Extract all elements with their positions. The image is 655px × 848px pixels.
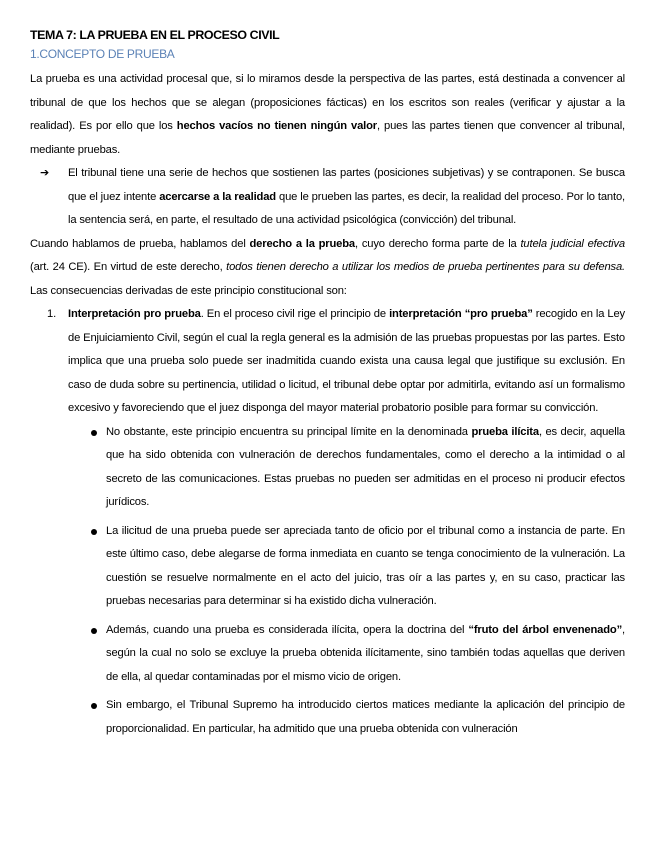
bold-text: Interpretación pro prueba — [68, 308, 201, 320]
bullet-list-item — [30, 694, 625, 741]
bullet-list — [30, 421, 625, 742]
text-run: , cuyo derecho forma parte de la — [355, 237, 521, 250]
text-run: No obstante, este principio encuentra su principal límite en la denominada — [106, 425, 472, 438]
text-run: Cuando hablamos de prueba, hablamos del — [30, 237, 250, 250]
text-run: La prueba es una actividad procesal que, si lo miramos desde la perspectiva de las partes, está destinada a convencer al tribunal de que los hechos que se alegan (proposiciones fácticas) en los escritos son reales (verificar y ajustar a la realidad). Es por ello que los — [30, 73, 625, 132]
bold-text: prueba ilícita — [471, 425, 539, 438]
italic-text: tutela judicial efectiva — [520, 237, 625, 250]
bold-text: interpretación “pro prueba” — [389, 308, 533, 320]
bold-text: hechos vacíos no tienen ningún valor — [176, 120, 378, 132]
bullet-dot-icon — [91, 628, 97, 634]
text-run: . En el proceso civil rige el principio de — [200, 308, 390, 320]
numbered-list — [30, 303, 625, 421]
text-run: El tribunal tiene una serie de hechos que sostienen las partes (posiciones subjetivas) y se contraponen. Se busca que el juez intente — [68, 167, 625, 203]
document-title: TEMA 7: LA PRUEBA EN EL PROCESO CIVIL — [30, 28, 280, 42]
text-run: Sin embargo, el Tribunal Supremo ha introducido ciertos matices mediante la aplicación del principio de proporcionalidad. En particular, ha admitido que una prueba obtenida con vulneración — [106, 699, 625, 735]
bold-text: derecho a la prueba — [249, 237, 356, 250]
text-run: , pues las partes tienen que convencer al tribunal, mediante pruebas. — [30, 120, 625, 156]
numbered-list-item — [30, 303, 625, 421]
text-run: , es decir, aquella que ha sido obtenida con vulneración de derechos fundamentales, como el derecho a la intimidad o al secreto de las comunicaciones. Estas pruebas no pueden ser admitidas en el proceso ni producir efectos jurídicos. — [106, 425, 625, 508]
text-run: La ilicitud de una prueba puede ser apreciada tanto de oficio por el tribunal como a instancia de parte. En este último caso, debe alegarse de forma inmediata en cuanto se tenga conocimiento de la vulneración. La cuestión se resuelve normalmente en el acto del juicio, tras oír a las partes y, en su caso, practicar las pruebas necesarias para determinar si ha existido dicha vulneración. — [106, 524, 625, 607]
bullet-list-item — [30, 421, 625, 515]
bullet-dot-icon — [91, 430, 97, 436]
text-run: que le prueben las partes, es decir, la realidad del proceso. Por lo tanto, la sentencia será, en parte, el resultado de una actividad psicológica (convicción) del tribunal. — [68, 190, 625, 226]
italic-text: todos tienen derecho a utilizar los medios de prueba pertinentes para su defensa. — [226, 261, 626, 273]
text-run: Además, cuando una prueba es considerada ilícita, opera la doctrina del — [106, 623, 469, 636]
text-run: , según la cual no solo se excluye la prueba obtenida ilícitamente, sino también todas aquellas que deriven de ella, al quedar contaminadas por el mismo vicio de origen. — [106, 623, 625, 683]
arrow-list-item — [30, 162, 625, 233]
paragraph-derecho-prueba — [30, 233, 625, 304]
bold-text: “fruto del árbol envenenado” — [468, 623, 623, 636]
bullet-list-item — [30, 520, 625, 614]
text-run: Las consecuencias derivadas de este principio constitucional son: — [30, 284, 347, 297]
text-run: (art. 24 CE). En virtud de este derecho, — [30, 261, 227, 273]
right-arrow-icon: ➔ — [40, 167, 50, 179]
bullet-list-item — [30, 619, 625, 690]
bullet-dot-icon — [91, 529, 97, 535]
bold-text: acercarse a la realidad — [159, 190, 276, 203]
section-heading: 1.CONCEPTO DE PRUEBA — [30, 47, 175, 61]
text-run: recogido en la Ley de Enjuiciamiento Civil, según el cual la regla general es la admisión de las pruebas propuestas por las partes. Esto implica que una prueba solo puede ser inadmitida cuando exista una causa legal que justifique su exclusión. En caso de duda sobre su pertinencia, utilidad o licitud, el tribunal debe optar por admitirla, evitando así un formalismo excesivo y favoreciendo que el juez disponga del mayor material probatorio posible para formar su convicción. — [68, 308, 625, 414]
paragraph-intro — [30, 68, 625, 162]
list-number: 1. — [47, 308, 57, 320]
bullet-dot-icon — [91, 703, 97, 709]
